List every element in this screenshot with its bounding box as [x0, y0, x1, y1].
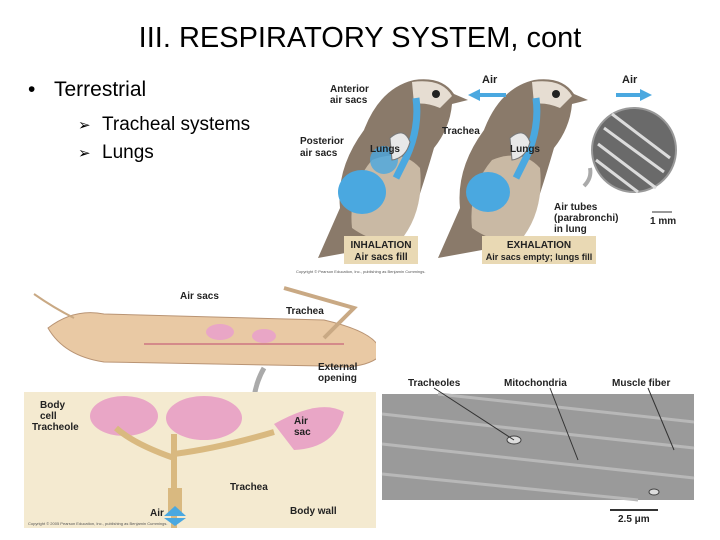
label-air: Air — [150, 508, 164, 519]
exhalation-title: EXHALATION — [506, 240, 572, 251]
label-air-sac-1: Air — [294, 416, 308, 427]
label-tracheole: Tracheole — [32, 422, 79, 433]
label-trachea-bottom: Trachea — [230, 482, 268, 493]
label-air-tubes-3: in lung — [554, 224, 587, 235]
label-trachea: Trachea — [442, 126, 480, 137]
arrow-bullet-icon: ➢ — [78, 145, 91, 162]
bullet-dot: • — [28, 78, 36, 101]
label-posterior-air-sacs-2: air sacs — [300, 148, 338, 159]
label-scale-2-5um: 2.5 μm — [618, 514, 650, 525]
label-anterior-air-sacs-1: Anterior — [330, 84, 369, 95]
label-lungs-left: Lungs — [370, 144, 400, 155]
label-lungs-right: Lungs — [510, 144, 540, 155]
slide-title: III. RESPIRATORY SYSTEM, cont — [138, 22, 582, 54]
label-body-wall: Body wall — [290, 506, 337, 517]
label-body-cell-2: cell — [40, 411, 57, 422]
arrow-bullet-icon: ➢ — [78, 117, 91, 134]
bullet-text: Terrestrial — [54, 78, 147, 101]
label-air-tubes-1: Air tubes — [554, 202, 598, 213]
subbullet-lungs — [78, 142, 154, 164]
label-air-right: Air — [622, 74, 638, 86]
label-trachea-top: Trachea — [286, 306, 324, 317]
label-scale-1mm: 1 mm — [650, 216, 677, 227]
label-air-left: Air — [482, 74, 498, 86]
label-body-cell-1: Body — [40, 400, 65, 411]
label-external-opening-2: opening — [318, 373, 357, 384]
label-mitochondria: Mitochondria — [504, 378, 567, 389]
insect-copyright: Copyright © 2005 Pearson Education, Inc., publishing as Benjamin Cummings. — [28, 521, 168, 526]
inhalation-subtitle: Air sacs fill — [354, 252, 408, 263]
bird-inhalation-illustration — [318, 79, 468, 258]
label-air-sacs: Air sacs — [180, 291, 219, 302]
insect-tracheal-figure — [24, 278, 376, 530]
label-anterior-air-sacs-2: air sacs — [330, 95, 368, 106]
subbullet-text: Tracheal systems — [102, 114, 251, 135]
label-air-tubes-2: (parabronchi) — [554, 213, 619, 224]
label-air-sac-2: sac — [294, 427, 311, 438]
label-posterior-air-sacs-1: Posterior — [300, 136, 344, 147]
exhalation-subtitle: Air sacs empty; lungs fill — [485, 252, 593, 262]
label-external-opening-1: External — [318, 362, 358, 373]
bullet-terrestrial — [28, 78, 146, 102]
micrograph-image — [382, 394, 694, 500]
label-muscle-fiber: Muscle fiber — [612, 378, 671, 389]
label-tracheoles: Tracheoles — [408, 378, 461, 389]
subbullet-text: Lungs — [102, 142, 154, 163]
bird-respiration-figure — [292, 68, 720, 276]
bird-copyright: Copyright © Pearson Education, Inc., publishing as Benjamin Cummings. — [296, 269, 426, 274]
subbullet-tracheal — [78, 114, 250, 136]
tracheole-micrograph-figure — [378, 374, 700, 526]
inhalation-title: INHALATION — [350, 240, 412, 251]
